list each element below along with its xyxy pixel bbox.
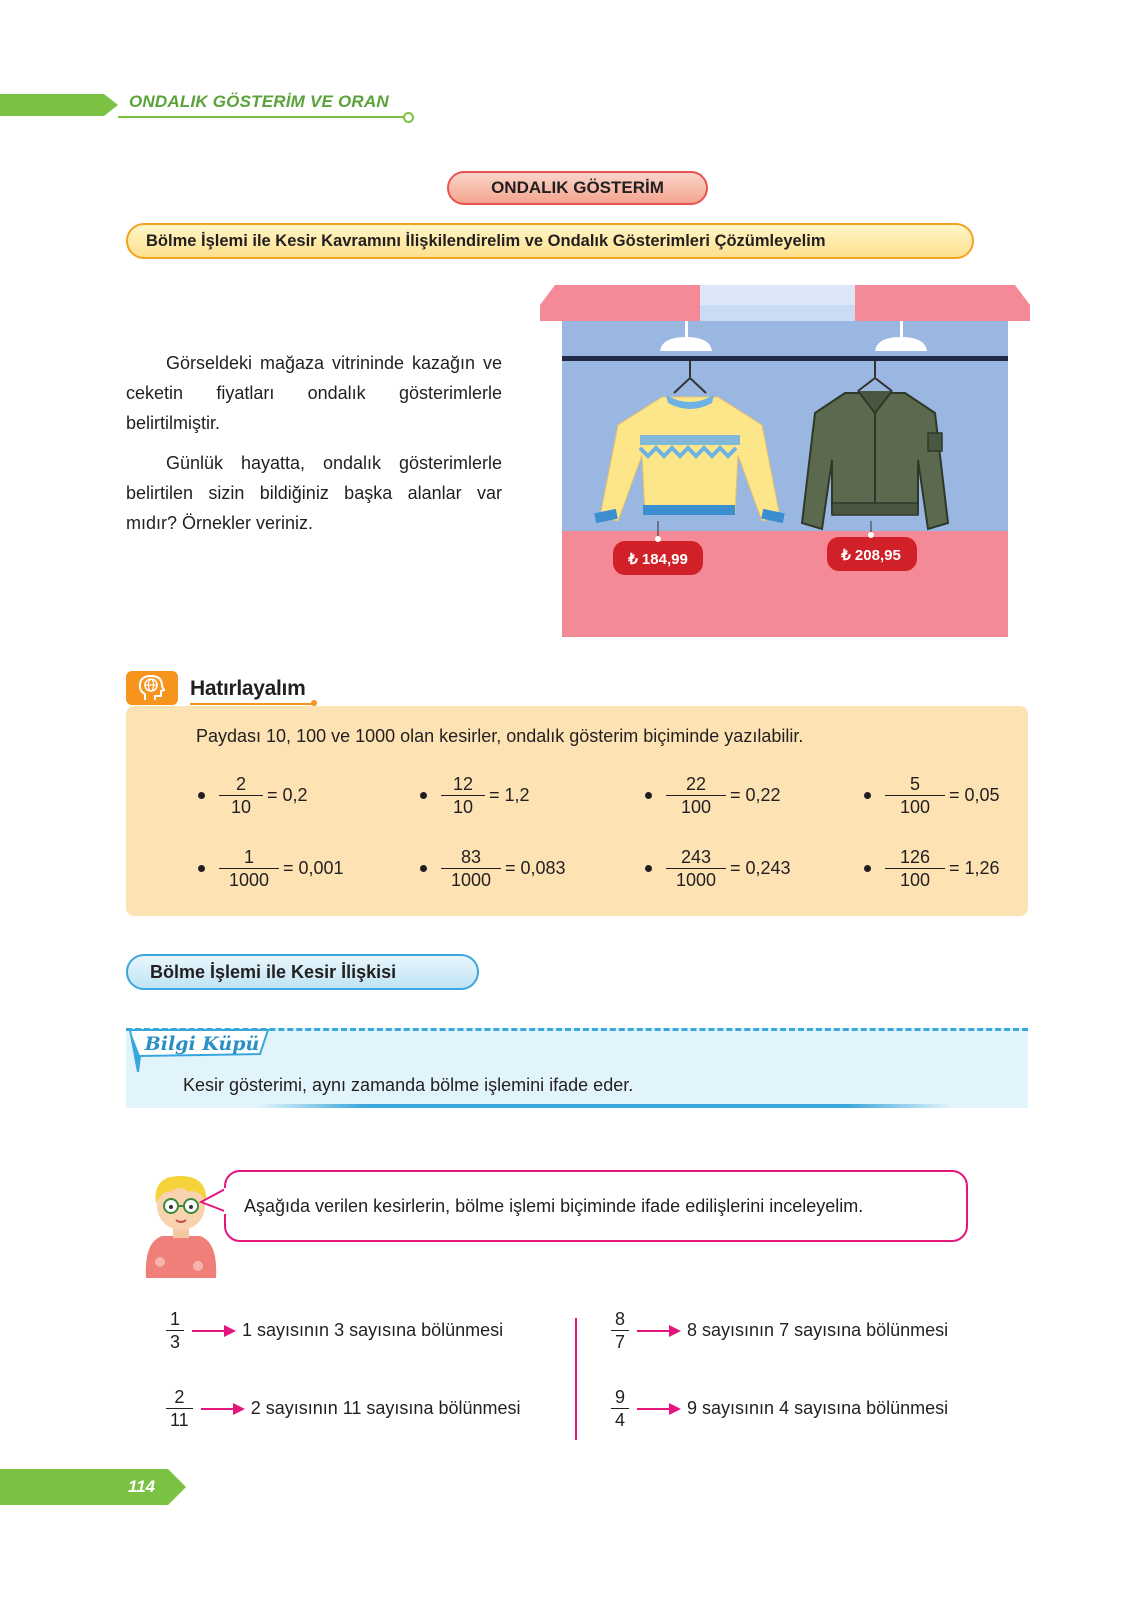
page-number: 114 bbox=[128, 1477, 156, 1496]
fraction-example bbox=[645, 846, 791, 891]
info-cube-text: Kesir gösterimi, aynı zamanda bölme işlemini ifade eder. bbox=[183, 1075, 634, 1095]
arrow-right-icon bbox=[637, 1403, 681, 1415]
bullet bbox=[864, 865, 871, 872]
denominator: 1000 bbox=[666, 868, 726, 891]
division-text: 9 sayısının 4 sayısına bölünmesi bbox=[687, 1398, 949, 1418]
fraction-example bbox=[420, 846, 566, 891]
sweater-price: ₺ 184,99 bbox=[628, 551, 688, 568]
division-text: 2 sayısının 11 sayısına bölünmesi bbox=[250, 1398, 521, 1418]
decimal-result: = 0,083 bbox=[505, 858, 566, 878]
bullet bbox=[420, 865, 427, 872]
page-number-bar bbox=[0, 1469, 186, 1505]
bullet bbox=[420, 792, 427, 799]
denominator: 11 bbox=[166, 1408, 193, 1431]
denominator: 10 bbox=[219, 795, 263, 818]
division-example bbox=[166, 1386, 521, 1431]
fraction-example bbox=[198, 773, 308, 818]
bubble-tail-cover bbox=[224, 1188, 230, 1214]
numerator: 5 bbox=[909, 774, 920, 794]
bullet bbox=[645, 792, 652, 799]
fraction bbox=[666, 773, 726, 818]
fraction bbox=[666, 846, 726, 891]
jacket-price: ₺ 208,95 bbox=[841, 547, 901, 564]
denominator: 3 bbox=[166, 1330, 184, 1353]
division-example bbox=[611, 1308, 948, 1353]
numerator: 22 bbox=[685, 774, 707, 794]
decimal-result: = 0,001 bbox=[283, 858, 344, 878]
denominator: 7 bbox=[611, 1330, 629, 1353]
intro-paragraph-1: Görseldeki mağaza vitrininde kazağın ve ceketin fiyatları ondalık gösterimlerle belirtilmiştir. bbox=[126, 353, 502, 433]
subsection-title: Bölme İşlemi ile Kesir Kavramını İlişkilendirelim ve Ondalık Gösterimleri Çözümleyelim bbox=[126, 223, 974, 259]
division-section-title: Bölme İşlemi ile Kesir İlişkisi bbox=[126, 954, 479, 990]
arrow-right-icon bbox=[192, 1325, 236, 1337]
store-window-illustration bbox=[540, 285, 1030, 637]
decimal-result: = 1,2 bbox=[489, 785, 530, 805]
numerator: 8 bbox=[615, 1309, 626, 1329]
header-underline bbox=[118, 116, 406, 118]
chapter-title: ONDALIK GÖSTERİM VE ORAN bbox=[129, 92, 389, 111]
division-text: 8 sayısının 7 sayısına bölünmesi bbox=[687, 1320, 949, 1340]
header-dot bbox=[403, 112, 414, 123]
division-text: 1 sayısının 3 sayısına bölünmesi bbox=[242, 1320, 504, 1340]
header-bar bbox=[0, 94, 118, 116]
numerator: 9 bbox=[615, 1387, 626, 1407]
section-title: ONDALIK GÖSTERİM bbox=[447, 171, 708, 205]
remember-underline-dot bbox=[311, 700, 317, 706]
numerator: 243 bbox=[680, 847, 712, 867]
bullet bbox=[198, 865, 205, 872]
fraction bbox=[219, 846, 279, 891]
decimal-result: = 0,243 bbox=[730, 858, 791, 878]
numerator: 2 bbox=[174, 1387, 185, 1407]
fraction-example bbox=[198, 846, 344, 891]
fraction bbox=[441, 773, 485, 818]
fraction bbox=[166, 1386, 193, 1431]
numerator: 12 bbox=[452, 774, 474, 794]
arrow-right-icon bbox=[637, 1325, 681, 1337]
denominator: 4 bbox=[611, 1408, 629, 1431]
denominator: 1000 bbox=[441, 868, 501, 891]
fraction-example bbox=[645, 773, 781, 818]
denominator: 10 bbox=[441, 795, 485, 818]
numerator: 126 bbox=[899, 847, 931, 867]
numerator: 2 bbox=[235, 774, 246, 794]
intro-paragraph-2: Günlük hayatta, ondalık gösterimlerle belirtilen sizin bildiğiniz başka alanlar var mıdır? Örnekler veriniz. bbox=[126, 453, 502, 533]
remember-underline bbox=[190, 703, 312, 705]
bullet bbox=[864, 792, 871, 799]
info-cube-label: Bilgi Küpü bbox=[144, 1033, 260, 1055]
denominator: 100 bbox=[666, 795, 726, 818]
fraction bbox=[885, 846, 945, 891]
denominator: 100 bbox=[885, 795, 945, 818]
bullet bbox=[645, 865, 652, 872]
head-globe-icon bbox=[126, 671, 178, 705]
division-example bbox=[166, 1308, 503, 1353]
speech-bubble bbox=[224, 1170, 968, 1242]
fraction-example bbox=[864, 773, 1000, 818]
bullet bbox=[198, 792, 205, 799]
fraction bbox=[885, 773, 945, 818]
fraction-example bbox=[864, 846, 1000, 891]
fraction bbox=[611, 1308, 629, 1353]
numerator: 1 bbox=[170, 1309, 181, 1329]
intro-text bbox=[126, 348, 502, 548]
denominator: 1000 bbox=[219, 868, 279, 891]
fraction bbox=[611, 1386, 629, 1431]
denominator: 100 bbox=[885, 868, 945, 891]
numerator: 1 bbox=[243, 847, 254, 867]
decimal-result: = 0,2 bbox=[267, 785, 308, 805]
remember-lead-text: Paydası 10, 100 ve 1000 olan kesirler, ondalık gösterim biçiminde yazılabilir. bbox=[196, 726, 804, 746]
fraction bbox=[441, 846, 501, 891]
division-example bbox=[611, 1386, 948, 1431]
clothes-rail bbox=[562, 356, 1008, 361]
decimal-result: = 1,26 bbox=[949, 858, 1000, 878]
numerator: 83 bbox=[460, 847, 482, 867]
fraction-example bbox=[420, 773, 530, 818]
fraction bbox=[166, 1308, 184, 1353]
fraction bbox=[219, 773, 263, 818]
decimal-result: = 0,05 bbox=[949, 785, 1000, 805]
column-divider bbox=[575, 1318, 577, 1440]
info-cube-underline bbox=[260, 1104, 950, 1108]
info-cube-tab bbox=[128, 1028, 272, 1072]
remember-title: Hatırlayalım bbox=[190, 677, 306, 700]
speech-text: Aşağıda verilen kesirlerin, bölme işlemi biçiminde ifade edilişlerini inceleyelim. bbox=[244, 1195, 864, 1216]
decimal-result: = 0,22 bbox=[730, 785, 781, 805]
arrow-right-icon bbox=[201, 1403, 245, 1415]
